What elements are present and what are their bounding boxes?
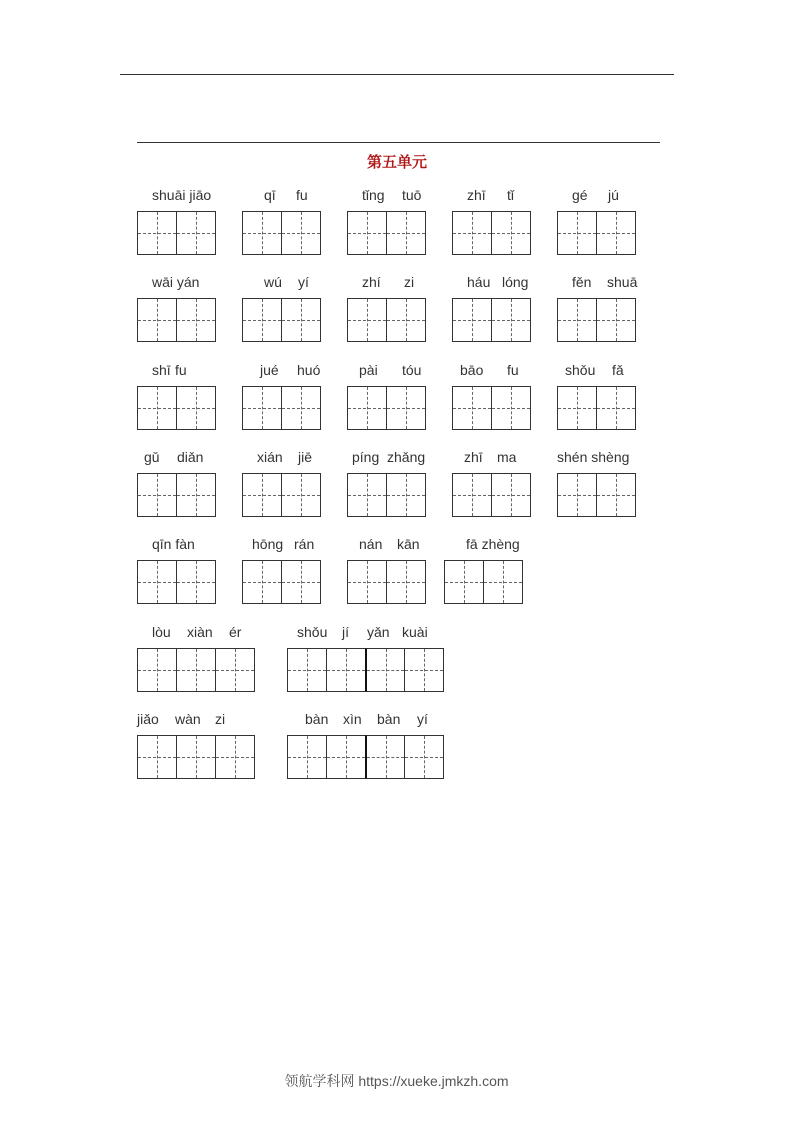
tianzige-cell[interactable] (557, 386, 597, 430)
writing-boxes (242, 298, 321, 342)
tianzige-cell[interactable] (137, 473, 177, 517)
tianzige-cell[interactable] (596, 386, 636, 430)
pinyin-syllable: wāi yán (152, 274, 200, 290)
writing-boxes (137, 560, 216, 604)
tianzige-cell[interactable] (137, 386, 177, 430)
tianzige-cell[interactable] (386, 298, 426, 342)
tianzige-cell[interactable] (491, 298, 531, 342)
tianzige-cell[interactable] (287, 648, 327, 692)
pinyin-syllable: shuā (607, 274, 638, 290)
writing-boxes (347, 211, 426, 255)
pinyin-syllable: nán (359, 536, 383, 552)
pinyin-syllable: zhǎng (387, 449, 426, 465)
pinyin-syllable: tuō (402, 187, 422, 203)
header-rule (120, 74, 674, 75)
pinyin-syllable: xiàn (187, 624, 213, 640)
writing-boxes (557, 298, 636, 342)
tianzige-cell[interactable] (557, 473, 597, 517)
tianzige-cell[interactable] (326, 735, 366, 779)
pinyin-syllable: gé (572, 187, 588, 203)
tianzige-cell[interactable] (176, 211, 216, 255)
pinyin-syllable: xìn (343, 711, 362, 727)
pinyin-syllable: wàn (175, 711, 201, 727)
tianzige-cell[interactable] (242, 473, 282, 517)
writing-boxes (444, 560, 523, 604)
tianzige-cell[interactable] (137, 211, 177, 255)
tianzige-cell[interactable] (347, 560, 387, 604)
pinyin-syllable: bàn (377, 711, 401, 727)
unit-title: 第五单元 (366, 154, 427, 171)
writing-boxes (137, 211, 216, 255)
pinyin-syllable: hōng (252, 536, 284, 552)
writing-boxes (452, 211, 531, 255)
tianzige-cell[interactable] (281, 560, 321, 604)
writing-boxes (557, 473, 636, 517)
pinyin-syllable: shén shèng (557, 449, 630, 465)
pinyin-syllable: shī (152, 362, 171, 378)
pinyin-syllable: rán (294, 536, 315, 552)
tianzige-cell[interactable] (596, 473, 636, 517)
pinyin-syllable: zhī (467, 187, 486, 203)
writing-boxes (137, 473, 216, 517)
pinyin-syllable: píng (352, 449, 380, 465)
writing-boxes (452, 473, 531, 517)
writing-boxes (242, 211, 321, 255)
pinyin-syllable: pài (359, 362, 378, 378)
tianzige-cell[interactable] (557, 298, 597, 342)
writing-boxes (137, 386, 216, 430)
tianzige-cell[interactable] (491, 473, 531, 517)
pinyin-syllable: jué (260, 362, 279, 378)
pinyin-syllable: qī (264, 187, 276, 203)
pinyin-syllable: tǐ (507, 187, 514, 203)
writing-boxes (137, 648, 255, 692)
pinyin-syllable: gǔ (144, 449, 160, 465)
tianzige-cell[interactable] (137, 735, 177, 779)
footer-watermark: 领航学科网 https://xueke.jmkzh.com (284, 1073, 509, 1089)
tianzige-cell[interactable] (242, 211, 282, 255)
tianzige-cell[interactable] (596, 298, 636, 342)
tianzige-cell[interactable] (444, 560, 484, 604)
tianzige-cell[interactable] (365, 648, 405, 692)
pinyin-syllable: zhí (362, 274, 381, 290)
pinyin-syllable: zi (215, 711, 226, 727)
tianzige-cell[interactable] (483, 560, 523, 604)
tianzige-cell[interactable] (137, 298, 177, 342)
pinyin-syllable: shuāi jiāo (152, 187, 212, 203)
tianzige-cell[interactable] (404, 648, 444, 692)
pinyin-syllable: fā zhèng (466, 536, 520, 552)
pinyin-syllable: lòu (152, 624, 171, 640)
pinyin-syllable: qīn fàn (152, 536, 195, 552)
tianzige-cell[interactable] (491, 386, 531, 430)
pinyin-syllable: kān (397, 536, 420, 552)
tianzige-cell[interactable] (452, 386, 492, 430)
pinyin-syllable: fǎ (612, 362, 624, 378)
pinyin-syllable: háu (467, 274, 491, 290)
tianzige-cell[interactable] (386, 386, 426, 430)
pinyin-syllable: fu (507, 362, 519, 378)
pinyin-syllable: tǐng (362, 187, 385, 203)
writing-boxes (347, 298, 426, 342)
writing-boxes (242, 386, 321, 430)
tianzige-cell[interactable] (176, 735, 216, 779)
tianzige-cell[interactable] (137, 648, 177, 692)
tianzige-cell[interactable] (386, 560, 426, 604)
pinyin-syllable: bàn (305, 711, 329, 727)
pinyin-syllable: ér (229, 624, 242, 640)
pinyin-syllable: fu (296, 187, 308, 203)
pinyin-syllable: shǒu (297, 624, 328, 640)
pinyin-syllable: yǎn (367, 624, 390, 640)
tianzige-cell[interactable] (452, 298, 492, 342)
tianzige-cell[interactable] (281, 211, 321, 255)
pinyin-syllable: jí (342, 624, 349, 640)
section-rule (137, 142, 660, 143)
tianzige-cell[interactable] (281, 298, 321, 342)
writing-boxes (287, 648, 444, 692)
tianzige-cell[interactable] (215, 735, 255, 779)
pinyin-syllable: lóng (502, 274, 529, 290)
pinyin-syllable: huó (297, 362, 321, 378)
tianzige-cell[interactable] (596, 211, 636, 255)
writing-boxes (287, 735, 444, 779)
pinyin-syllable: wú (264, 274, 282, 290)
tianzige-cell[interactable] (365, 735, 405, 779)
tianzige-cell[interactable] (281, 386, 321, 430)
pinyin-syllable: kuài (402, 624, 428, 640)
tianzige-cell[interactable] (347, 473, 387, 517)
pinyin-syllable: jú (608, 187, 619, 203)
tianzige-cell[interactable] (242, 386, 282, 430)
writing-boxes (137, 298, 216, 342)
pinyin-syllable: jiǎo (137, 711, 159, 727)
pinyin-syllable: fěn (572, 274, 592, 290)
tianzige-cell[interactable] (215, 648, 255, 692)
tianzige-cell[interactable] (386, 211, 426, 255)
tianzige-cell[interactable] (452, 211, 492, 255)
writing-boxes (137, 735, 255, 779)
pinyin-syllable: xián (257, 449, 283, 465)
tianzige-cell[interactable] (242, 560, 282, 604)
writing-boxes (557, 386, 636, 430)
tianzige-cell[interactable] (347, 386, 387, 430)
tianzige-cell[interactable] (176, 560, 216, 604)
pinyin-syllable: zi (404, 274, 415, 290)
writing-boxes (452, 298, 531, 342)
writing-boxes (557, 211, 636, 255)
pinyin-syllable: jiē (298, 449, 313, 465)
writing-boxes (347, 560, 426, 604)
tianzige-cell[interactable] (347, 298, 387, 342)
tianzige-cell[interactable] (281, 473, 321, 517)
tianzige-cell[interactable] (404, 735, 444, 779)
pinyin-syllable: fu (175, 362, 187, 378)
pinyin-syllable: bāo (460, 362, 484, 378)
tianzige-cell[interactable] (176, 386, 216, 430)
tianzige-cell[interactable] (491, 211, 531, 255)
tianzige-cell[interactable] (326, 648, 366, 692)
tianzige-cell[interactable] (137, 560, 177, 604)
pinyin-syllable: shǒu (565, 362, 596, 378)
tianzige-cell[interactable] (347, 211, 387, 255)
pinyin-syllable: yí (298, 274, 309, 290)
tianzige-cell[interactable] (287, 735, 327, 779)
writing-boxes (452, 386, 531, 430)
tianzige-cell[interactable] (452, 473, 492, 517)
writing-boxes (347, 473, 426, 517)
tianzige-cell[interactable] (176, 473, 216, 517)
pinyin-syllable: yí (417, 711, 428, 727)
tianzige-cell[interactable] (386, 473, 426, 517)
pinyin-syllable: diǎn (177, 449, 204, 465)
writing-boxes (242, 473, 321, 517)
pinyin-syllable: tóu (402, 362, 422, 378)
tianzige-cell[interactable] (242, 298, 282, 342)
tianzige-cell[interactable] (557, 211, 597, 255)
writing-boxes (242, 560, 321, 604)
writing-boxes (347, 386, 426, 430)
pinyin-syllable: zhī (464, 449, 483, 465)
pinyin-syllable: ma (497, 449, 517, 465)
tianzige-cell[interactable] (176, 648, 216, 692)
tianzige-cell[interactable] (176, 298, 216, 342)
